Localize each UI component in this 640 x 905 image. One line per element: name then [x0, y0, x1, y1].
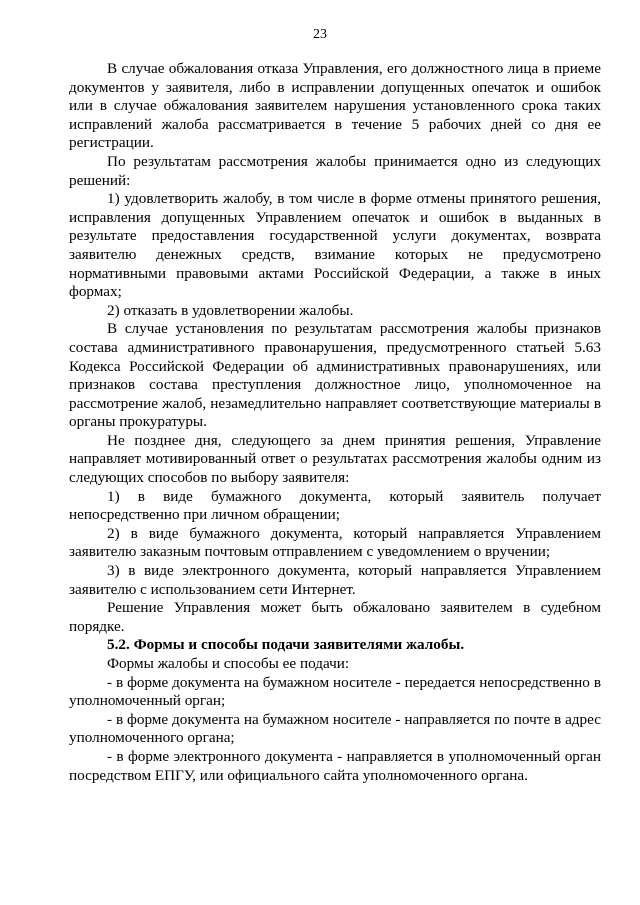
page-number: 23: [313, 27, 327, 42]
paragraph-response-method-2: 2) в виде бумажного документа, который направляется Управлением заявителю заказным почтовым отправлением с уведомлением о вручении;: [69, 524, 601, 561]
paragraph-complaint-forms-intro: Формы жалобы и способы ее подачи:: [107, 655, 350, 672]
list-item-paper-by-mail: - в форме документа на бумажном носителе - направляется по почте в адрес уполномоченного органа;: [69, 710, 601, 747]
paragraph-judicial-appeal: Решение Управления может быть обжаловано заявителем в судебном порядке.: [69, 599, 601, 635]
paragraph-appeal-refusal-deadline: В случае обжалования отказа Управления, его должностного лица в приеме документов у заявителя, либо в исправлении допущенных опечаток и ошибок или в случае обжалования заявителем нарушения установленного срока таких исправлений жалоба рассматривается в течение 5 рабочих дней со дня ее регистрации.: [69, 60, 601, 152]
paragraph-decision-intro: По результатам рассмотрения жалобы принимается одно из следующих решений:: [69, 152, 601, 189]
paragraph-response-method-3: 3) в виде электронного документа, который направляется Управлением заявителю с использованием сети Интернет.: [69, 562, 601, 598]
paragraph-response-methods-intro: Не позднее дня, следующего за днем принятия решения, Управление направляет мотивированный ответ о результатах рассмотрения жалобы одним из следующих способов по выбору заявителя:: [69, 431, 601, 487]
paragraph-decision-satisfy: 1) удовлетворить жалобу, в том числе в форме отмены принятого решения, исправления допущенных Управлением опечаток и ошибок в выданных в результате предоставления государственной услуги документах, возврата заявителю денежных средств, взимание которых не предусмотрено нормативными правовыми актами Российской Федерации, а также в иных формах;: [69, 190, 601, 301]
list-item-paper-in-person: - в форме документа на бумажном носителе - передается непосредственно в уполномоченный орган;: [69, 673, 601, 710]
list-item-electronic: - в форме электронного документа - направляется в уполномоченный орган посредством ЕПГУ, или официального сайта уполномоченного органа.: [69, 747, 601, 784]
section-heading: 5.2. Формы и способы подачи заявителями жалобы.: [107, 636, 465, 654]
paragraph-response-method-1: 1) в виде бумажного документа, который заявитель получает непосредственно при личном обращении;: [69, 487, 601, 524]
paragraph-decision-refuse: 2) отказать в удовлетворении жалобы.: [107, 301, 354, 319]
paragraph-prosecution-referral: В случае установления по результатам рассмотрения жалобы признаков состава административного правонарушения, предусмотренного статьей 5.63 Кодекса Российской Федерации об административных правонарушениях, или признаков состава преступления должностное лицо, уполномоченное на рассмотрение жалоб, незамедлительно направляет соответствующие материалы в органы прокуратуры.: [69, 320, 601, 431]
page-body: [69, 60, 601, 785]
